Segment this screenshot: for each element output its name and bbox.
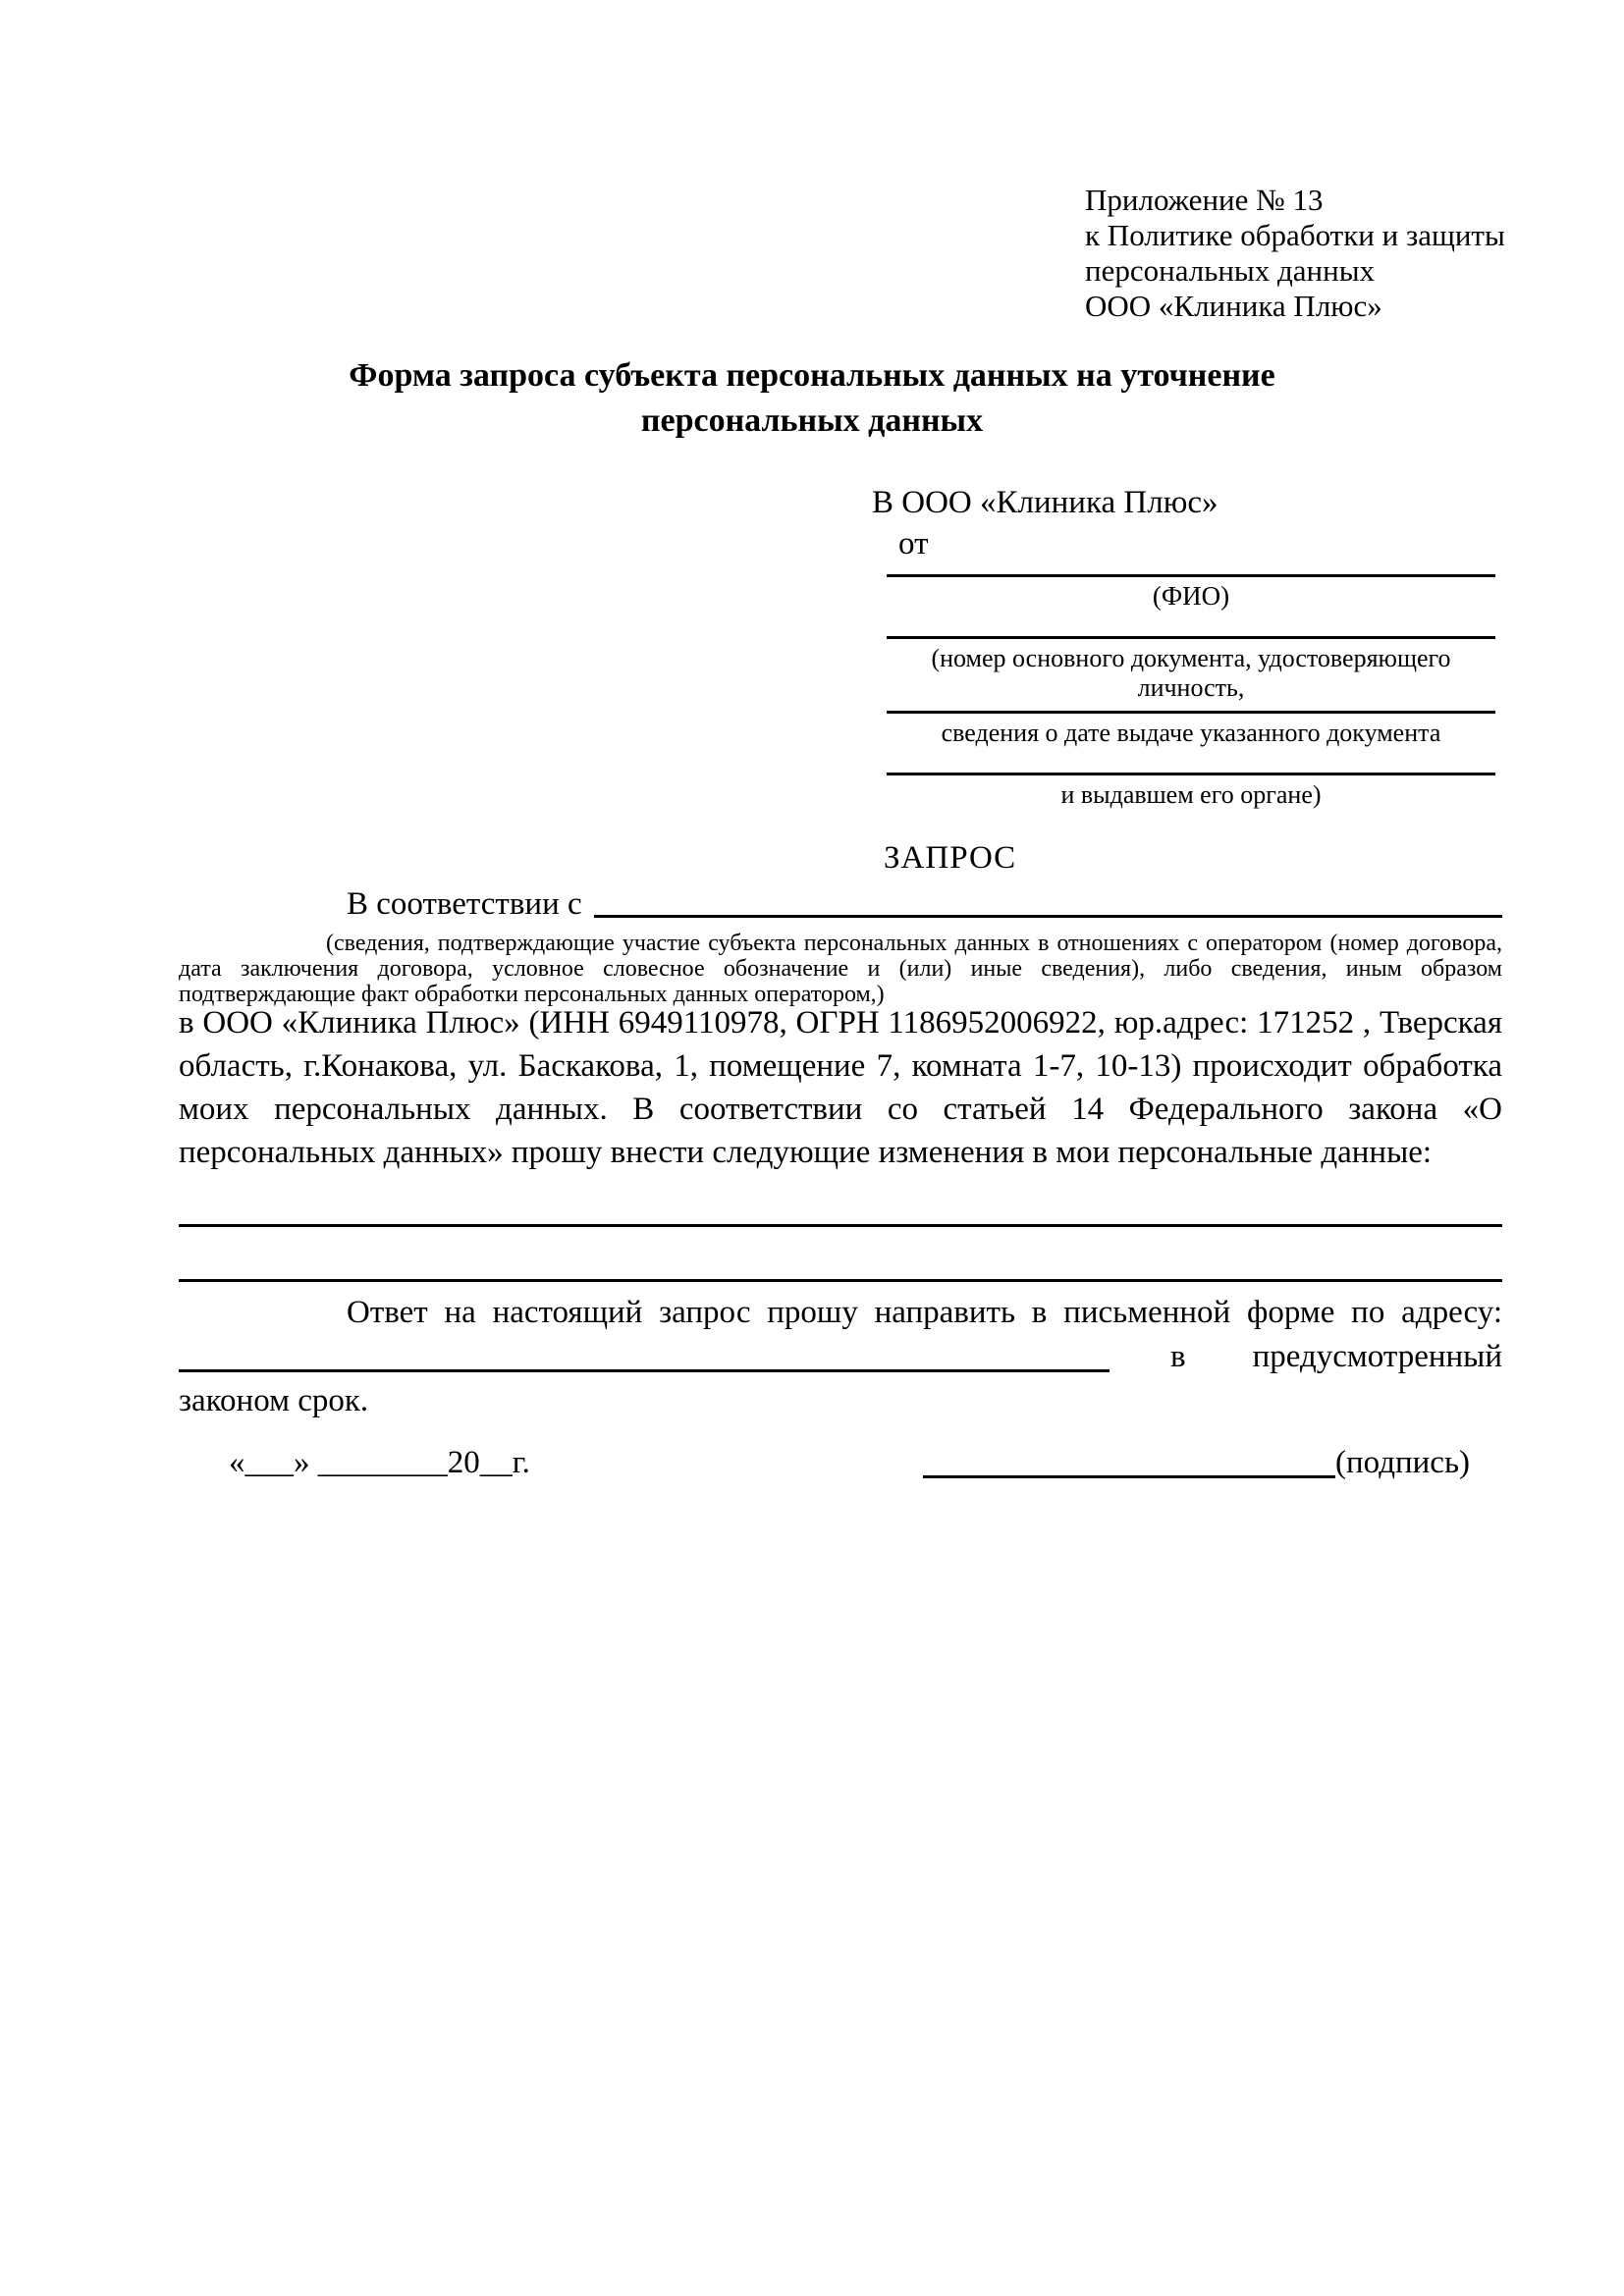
answer-line-1: Ответ на настоящий запрос прошу направить в письменной форме по адресу: [347, 1295, 1502, 1330]
document-title-line-2: персональных данных [640, 402, 984, 439]
answer-paragraph [179, 1291, 1502, 1423]
document-title [0, 353, 1624, 444]
fio-caption: (ФИО) [1152, 581, 1230, 611]
issuing-authority-caption: и выдавшем его органе) [1060, 780, 1322, 809]
addressee-to: В ООО «Клиника Плюс» [872, 485, 1218, 520]
basis-label: В соответствии с [347, 886, 582, 922]
request-heading: ЗАПРОС [884, 840, 1017, 876]
signature-blank-line [923, 1475, 1335, 1478]
appendix-line-1: Приложение № 13 [1085, 183, 1324, 217]
changes-blank-line-2 [179, 1279, 1502, 1282]
address-blank-line [179, 1369, 1110, 1372]
date-field: «___» ________20__г. [229, 1445, 530, 1480]
note-text: (сведения, подтверждающие участие субъекта персональных данных в отношениях с оператором (номер договора, дата заключения договора, условное словесное обозначение и (или) иные сведения), либо сведения, иным образом подтверждающие факт обработки персональных данных оператором,) [179, 931, 1502, 1007]
appendix-line-2: к Политике обработки и защиты [1085, 218, 1505, 252]
issue-date-blank-line [887, 711, 1495, 714]
answer-word-predusmotrenny: предусмотренный [1252, 1339, 1502, 1374]
signature-row [179, 1441, 1502, 1485]
answer-closing: законом срок. [179, 1383, 369, 1418]
body-paragraph: в ООО «Клиника Плюс» (ИНН 6949110978, ОГРН 1186952006922, юр.адрес: 171252 , Тверская область, г.Конакова, ул. Баскакова, 1, помещение 7, комната 1-7, 10-13) происходит обработка моих персональных данных. В соответствии со статьей 14 Федерального закона «О персональных данных» прошу внести следующие изменения в мои персональные данные: [179, 1005, 1502, 1170]
document-title-line-1: Форма запроса субъекта персональных данных на уточнение [349, 357, 1275, 394]
doc-number-blank-line [887, 636, 1495, 639]
basis-line [179, 886, 1502, 923]
answer-word-v: в [1170, 1339, 1186, 1374]
appendix-line-4: ООО «Клиника Плюс» [1085, 289, 1382, 323]
issuing-authority-blank-line [887, 773, 1495, 775]
issue-date-caption: сведения о дате выдаче указанного документа [941, 719, 1441, 747]
signature-caption: (подпись) [1335, 1445, 1470, 1480]
fio-blank-line [887, 574, 1495, 577]
appendix-line-3: персональных данных [1085, 253, 1376, 288]
addressee-from-label: от [898, 526, 929, 561]
answer-line-2 [179, 1335, 1502, 1379]
changes-blank-line-1 [179, 1224, 1502, 1227]
doc-number-caption: (номер основного документа, удостоверяющего личность, [931, 644, 1451, 702]
appendix-header [1085, 183, 1505, 324]
basis-blank-line [594, 886, 1502, 918]
